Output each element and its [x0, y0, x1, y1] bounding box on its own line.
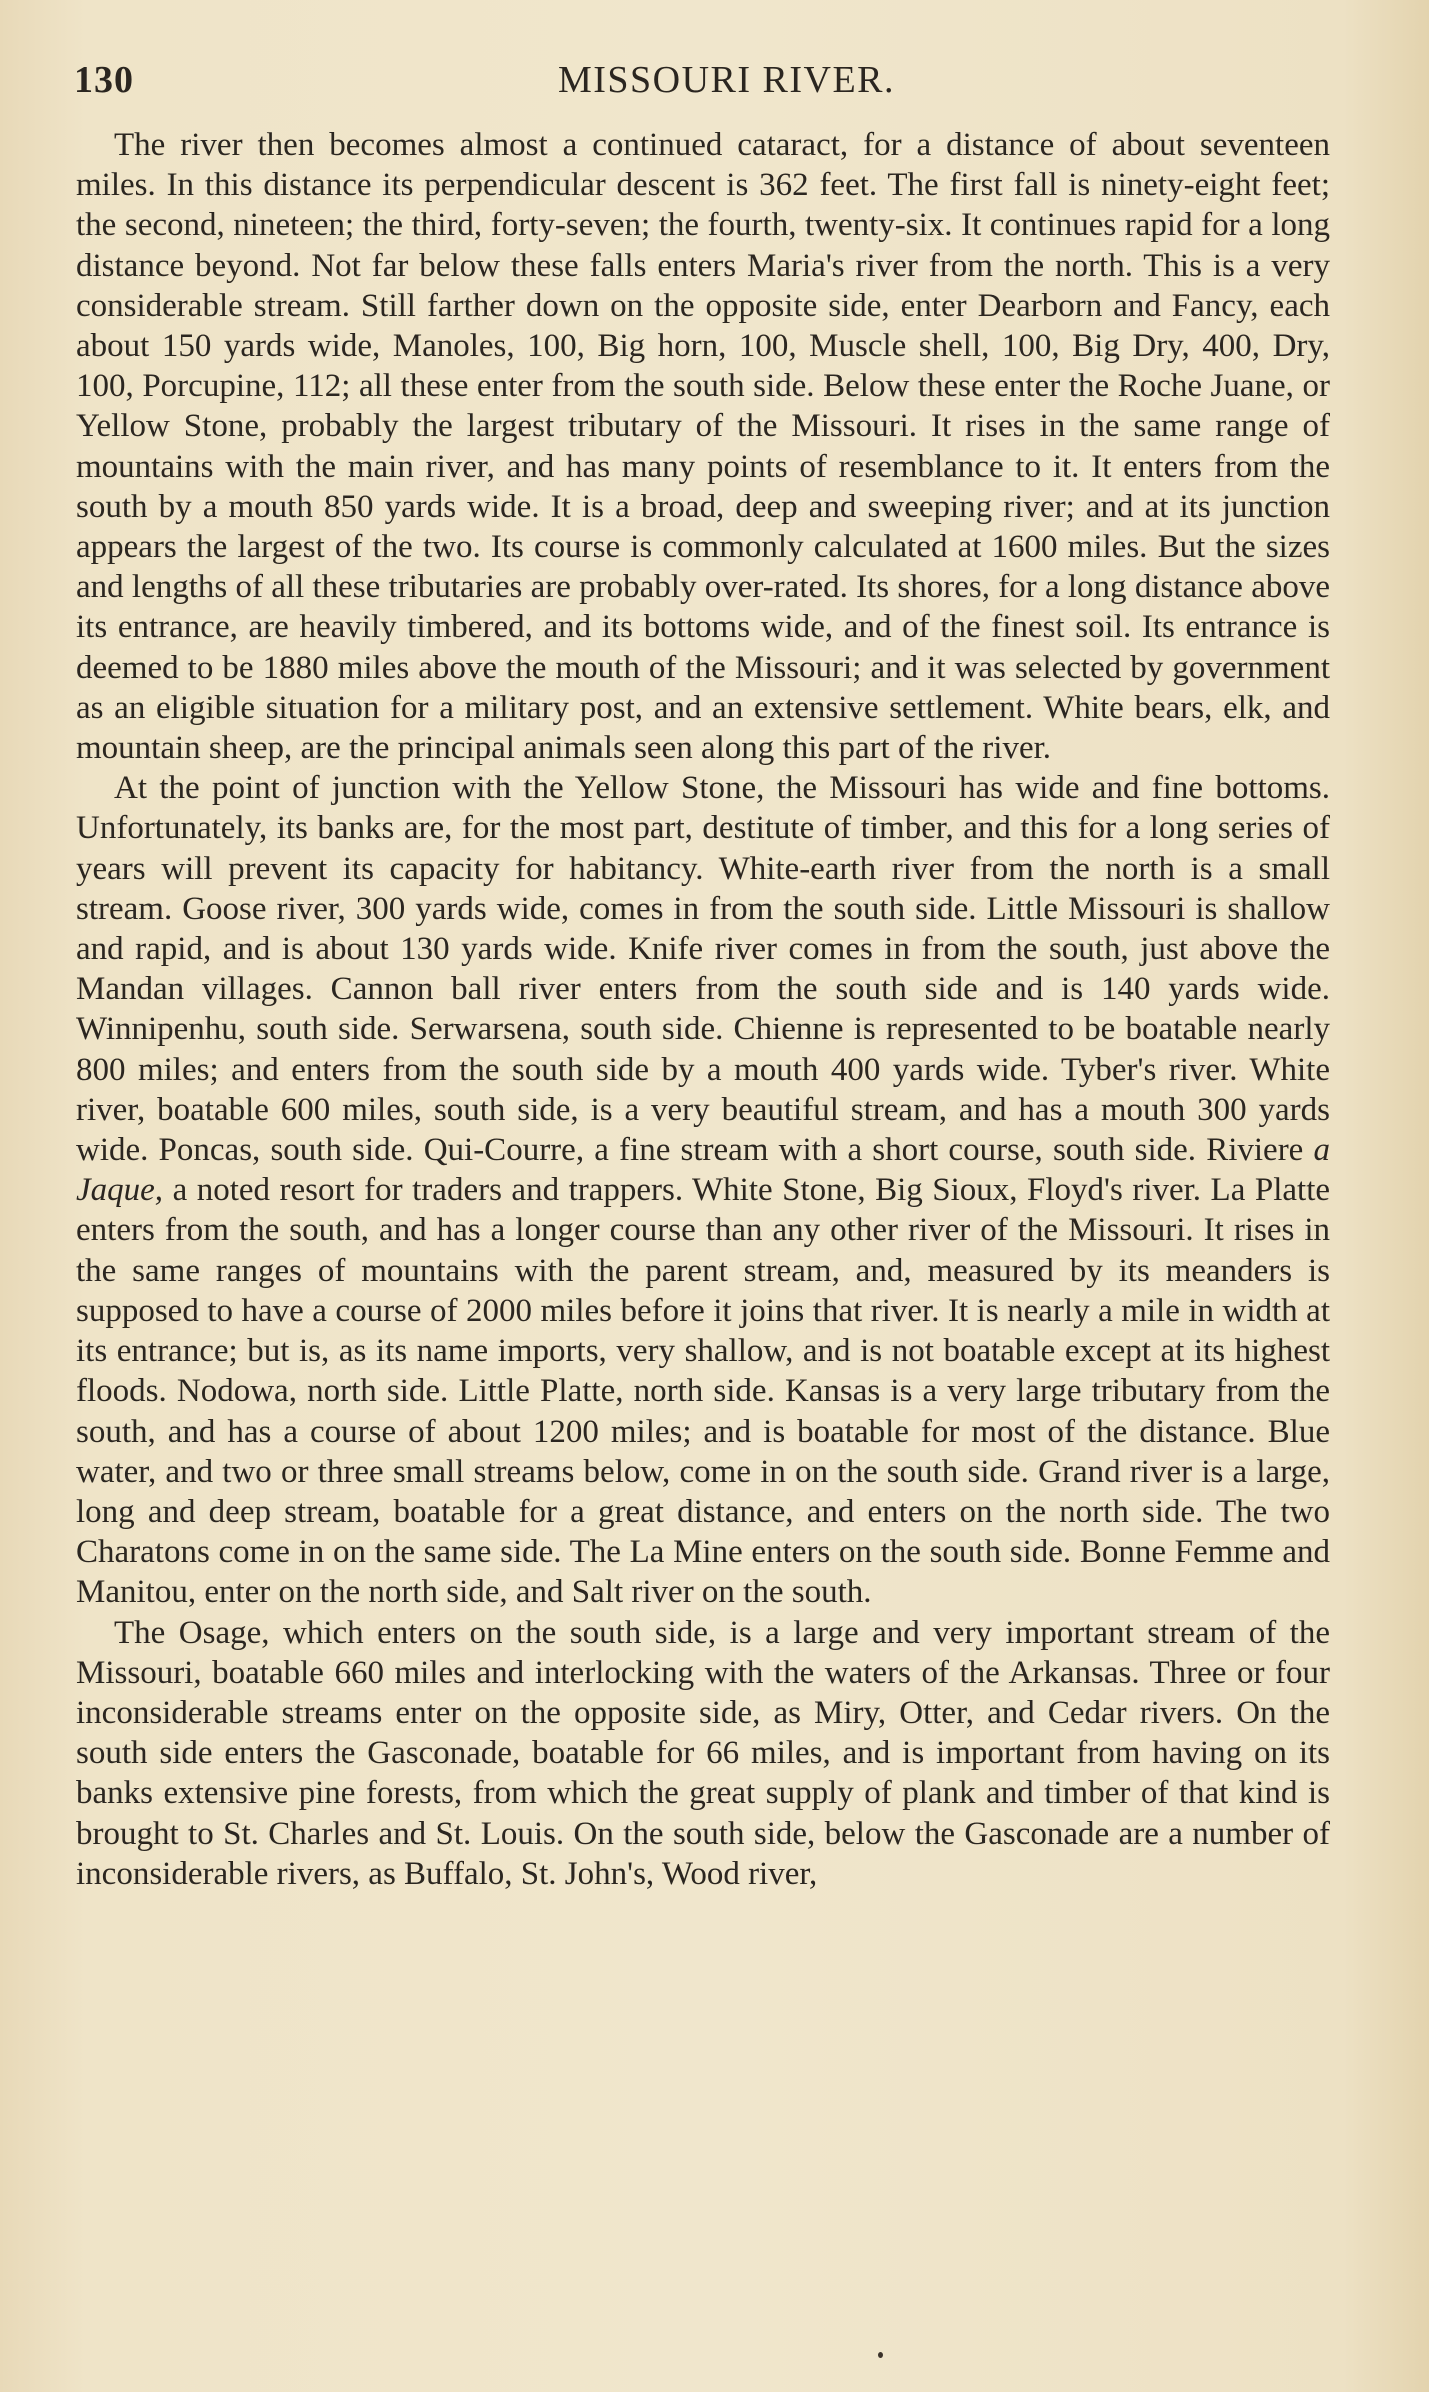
ink-speck [878, 2352, 883, 2358]
body-text [76, 125, 1330, 1894]
paragraph-3: The Osage, which enters on the south side, is a large and very important stream of the Missouri, boatable 660 miles and interlocking with the waters of the Arkansas. Three or four inconsiderable streams enter on the opposite side, as Miry, Otter, and Cedar rivers. On the south side enters the Gasconade, boatable for 66 miles, and is important from having on its banks extensive pine forests, from which the great supply of plank and timber of that kind is brought to St. Charles and St. Louis. On the south side, below the Gasconade are a number of inconsiderable rivers, as Buffalo, St. John's, Wood river, [76, 1614, 1330, 1892]
running-title: MISSOURI RIVER. [557, 59, 896, 101]
page-header [74, 48, 1339, 108]
page-number: 130 [74, 59, 134, 101]
paragraph-2-text-after: a noted resort for traders and trappers. White Stone, Big Sioux, Floyd's river. La Platte enters from the south, and has a longer course than any other river of the Missouri. It rises in the same ranges of mountains with the parent stream, and, measured by its meanders is supposed to have a course of 2000 miles before it joins that river. It is nearly a mile in width at its entrance; but is, as its name imports, very shallow, and is not boatable except at its highest floods. Nodowa, north side. Little Platte, north side. Kansas is a very large tributary from the south, and has a course of about 1200 miles; and is boatable for most of the distance. Blue water, and two or three small streams below, come in on the south side. Grand river is a large, long and deep stream, boatable for a great distance, and enters on the north side. The two Charatons come in on the same side. The La Mine enters on the south side. Bonne Femme and Manitou, enter on the north side, and Salt river on the south. [76, 1172, 1331, 1611]
paragraph-2-italic-phrase: a Jaque, [76, 1132, 1331, 1209]
paragraph-1: The river then becomes almost a continued cataract, for a distance of about seventeen miles. In this distance its perpendicular descent is 362 feet. The first fall is ninety-eight feet; the second, nineteen; the third, forty-seven; the fourth, twenty-six. It continues rapid for a long distance beyond. Not far below these falls enters Maria's river from the north. This is a very considerable stream. Still farther down on the opposite side, enter Dearborn and Fancy, each about 150 yards wide, Manoles, 100, Big horn, 100, Muscle shell, 100, Big Dry, 400, Dry, 100, Porcupine, 112; all these enter from the south side. Below these enter the Roche Juane, or Yellow Stone, probably the largest tributary of the Missouri. It rises in the same range of mountains with the main river, and has many points of resemblance to it. It enters from the south by a mouth 850 yards wide. It is a broad, deep and sweeping river; and at its junction appears the largest of the two. Its course is commonly calculated at 1600 miles. But the sizes and lengths of all these tributaries are probably over-rated. Its shores, for a long distance above its entrance, are heavily timbered, and its bottoms wide, and of the finest soil. Its entrance is deemed to be 1880 miles above the mouth of the Missouri; and it was selected by government as an eligible situation for a military post, and an extensive settlement. White bears, elk, and mountain sheep, are the principal animals seen along this part of the river. [76, 127, 1330, 767]
paragraph-2 [76, 768, 1330, 1612]
paragraph-2-text-before: At the point of junction with the Yellow Stone, the Missouri has wide and fine bottoms. Unfortunately, its banks are, for the most part, destitute of timber, and this for a long series of years will prevent its capacity for habitancy. White-earth river from the north is a small stream. Goose river, 300 yards wide, comes in from the south side. Little Missouri is shallow and rapid, and is about 130 yards wide. Knife river comes in from the south, just above the Mandan villages. Cannon ball river enters from the south side and is 140 yards wide. Winnipenhu, south side. Serwarsena, south side. Chienne is represented to be boatable nearly 800 miles; and enters from the south side by a mouth 400 yards wide. Tyber's river. White river, boatable 600 miles, south side, is a very beautiful stream, and has a mouth 300 yards wide. Poncas, south side. Qui-Courre, a fine stream with a short course, south side. Riviere [76, 770, 1330, 1169]
